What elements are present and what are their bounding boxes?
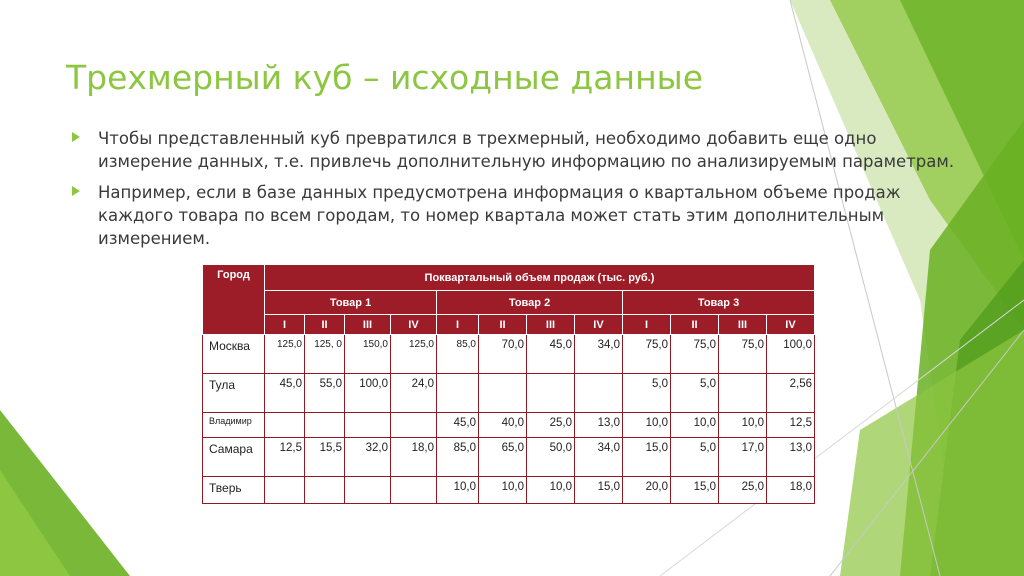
value-cell: 20,0 xyxy=(623,477,671,504)
value-cell: 10,0 xyxy=(623,413,671,438)
value-cell xyxy=(575,374,623,413)
city-cell: Москва xyxy=(203,335,265,374)
quarter-header: I xyxy=(265,315,305,335)
bullet-arrow-icon xyxy=(72,186,80,196)
product-header: Товар 2 xyxy=(437,291,623,315)
value-cell xyxy=(305,413,345,438)
value-cell: 5,0 xyxy=(671,374,719,413)
table-row xyxy=(203,477,815,504)
value-cell: 45,0 xyxy=(437,413,479,438)
value-cell: 150,0 xyxy=(345,335,391,374)
city-cell: Тула xyxy=(203,374,265,413)
group-header: Поквартальный объем продаж (тыс. руб.) xyxy=(265,265,815,291)
value-cell: 15,0 xyxy=(575,477,623,504)
value-cell: 125,0 xyxy=(265,335,305,374)
table-row xyxy=(203,438,815,477)
table-row xyxy=(203,335,815,374)
value-cell: 25,0 xyxy=(719,477,767,504)
value-cell: 2,56 xyxy=(767,374,815,413)
quarter-header: III xyxy=(719,315,767,335)
value-cell xyxy=(719,374,767,413)
value-cell: 85,0 xyxy=(437,438,479,477)
value-cell: 5,0 xyxy=(623,374,671,413)
value-cell: 34,0 xyxy=(575,438,623,477)
value-cell xyxy=(391,413,437,438)
bullet-list xyxy=(72,127,972,258)
value-cell: 15,0 xyxy=(623,438,671,477)
value-cell: 32,0 xyxy=(345,438,391,477)
value-cell: 15,5 xyxy=(305,438,345,477)
bullet-text: Например, если в базе данных предусмотрена информация о квартальном объеме продаж каждого товара по всем городам, то номер квартала может стать этим дополнительным измерением. xyxy=(98,183,901,248)
value-cell xyxy=(345,477,391,504)
value-cell xyxy=(437,374,479,413)
value-cell: 75,0 xyxy=(671,335,719,374)
value-cell: 17,0 xyxy=(719,438,767,477)
product-header: Товар 1 xyxy=(265,291,437,315)
value-cell: 5,0 xyxy=(671,438,719,477)
quarter-header: II xyxy=(671,315,719,335)
value-cell xyxy=(345,413,391,438)
quarter-header: I xyxy=(623,315,671,335)
value-cell: 15,0 xyxy=(671,477,719,504)
value-cell: 18,0 xyxy=(767,477,815,504)
value-cell: 55,0 xyxy=(305,374,345,413)
value-cell: 10,0 xyxy=(719,413,767,438)
value-cell xyxy=(479,374,527,413)
value-cell: 75,0 xyxy=(719,335,767,374)
value-cell: 85,0 xyxy=(437,335,479,374)
sales-table xyxy=(202,264,815,504)
value-cell: 18,0 xyxy=(391,438,437,477)
value-cell: 75,0 xyxy=(623,335,671,374)
value-cell: 34,0 xyxy=(575,335,623,374)
quarter-header: II xyxy=(305,315,345,335)
value-cell: 100,0 xyxy=(345,374,391,413)
value-cell: 13,0 xyxy=(575,413,623,438)
value-cell xyxy=(305,477,345,504)
value-cell: 45,0 xyxy=(527,335,575,374)
product-header: Товар 3 xyxy=(623,291,815,315)
city-column-header: Город xyxy=(203,265,265,335)
bullet-arrow-icon xyxy=(72,132,80,142)
value-cell: 125, 0 xyxy=(305,335,345,374)
quarter-header: II xyxy=(479,315,527,335)
value-cell: 10,0 xyxy=(527,477,575,504)
quarter-header: IV xyxy=(391,315,437,335)
value-cell: 10,0 xyxy=(437,477,479,504)
city-cell: Тверь xyxy=(203,477,265,504)
quarter-header: III xyxy=(527,315,575,335)
table-row xyxy=(203,374,815,413)
sales-table-container xyxy=(202,264,815,504)
bullet-item xyxy=(72,127,972,173)
slide-title: Трехмерный куб – исходные данные xyxy=(66,58,704,97)
value-cell: 40,0 xyxy=(479,413,527,438)
value-cell: 12,5 xyxy=(265,438,305,477)
city-cell: Самара xyxy=(203,438,265,477)
value-cell xyxy=(265,413,305,438)
value-cell: 100,0 xyxy=(767,335,815,374)
value-cell: 125,0 xyxy=(391,335,437,374)
quarter-header: IV xyxy=(767,315,815,335)
table-row xyxy=(203,413,815,438)
value-cell: 45,0 xyxy=(265,374,305,413)
value-cell: 65,0 xyxy=(479,438,527,477)
value-cell: 25,0 xyxy=(527,413,575,438)
city-cell: Владимир xyxy=(203,413,265,438)
value-cell: 12,5 xyxy=(767,413,815,438)
value-cell xyxy=(527,374,575,413)
value-cell: 24,0 xyxy=(391,374,437,413)
value-cell xyxy=(265,477,305,504)
value-cell: 10,0 xyxy=(479,477,527,504)
value-cell xyxy=(391,477,437,504)
bullet-item xyxy=(72,181,972,250)
quarter-header: IV xyxy=(575,315,623,335)
value-cell: 70,0 xyxy=(479,335,527,374)
value-cell: 10,0 xyxy=(671,413,719,438)
quarter-header: III xyxy=(345,315,391,335)
quarter-header: I xyxy=(437,315,479,335)
value-cell: 50,0 xyxy=(527,438,575,477)
bullet-text: Чтобы представленный куб превратился в трехмерный, необходимо добавить еще одно измерение данных, т.е. привлечь дополнительную информацию по анализируемым параметрам. xyxy=(98,129,955,171)
value-cell: 13,0 xyxy=(767,438,815,477)
